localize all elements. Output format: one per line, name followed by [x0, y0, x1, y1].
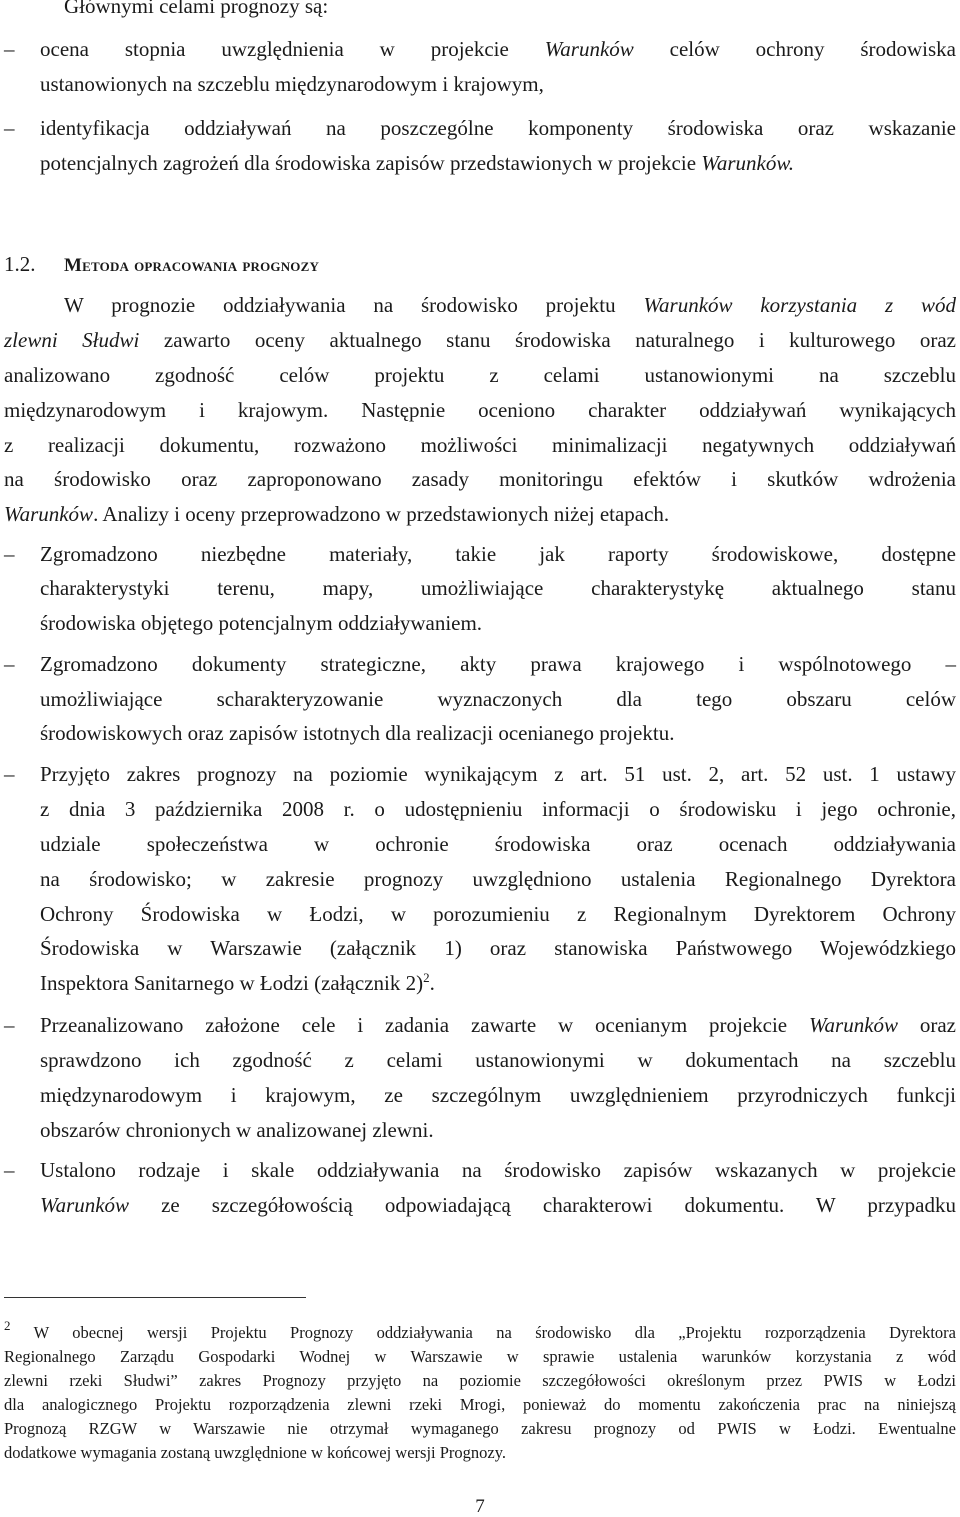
step-1-line-2: charakterystyki terenu, mapy, umożliwiające charakterystykę aktualnego stanu [40, 576, 956, 600]
footnote-line-5: Prognozą RZGW w Warszawie nie otrzymał wymaganego zakresu prognozy od PWIS w Łodzi. Ewentualne [4, 1419, 956, 1438]
footnote-line-6: dodatkowe wymagania zostaną uwzględnione w końcowej wersji Prognozy. [4, 1443, 507, 1462]
page-number: 7 [475, 1496, 485, 1517]
bullet-dash: – [4, 542, 15, 566]
footnote-reference: 2 [423, 970, 430, 985]
footnote-mark: 2 [4, 1318, 11, 1333]
paragraph-line-5: z realizacji dokumentu, rozważono możliwości minimalizacji negatywnych oddziaływań [4, 433, 956, 457]
step-4-line-3: międzynarodowym i krajowym, ze szczególnym uwzględnieniem przyrodniczych funkcji [40, 1083, 956, 1107]
step-5-line-2: Warunków ze szczegółowością odpowiadającą charakterowi dokumentu. W przypadku [40, 1193, 956, 1217]
bullet-dash: – [4, 37, 15, 61]
footnote-line-4: dla analogicznego Projektu rozporządzenia zlewni rzeki Mrogi, ponieważ do momentu zakończenia prac na niniejszą [4, 1395, 956, 1414]
footnote-line-1: $^2$ W obecnej wersji Projektu Prognozy oddziaływania na środowisko dla „Projektu rozporządzenia Dyrektora [4, 1318, 956, 1342]
footnote-line-2: Regionalnego Zarządu Gospodarki Wodnej w Warszawie w sprawie ustalenia warunków korzystania z wód [4, 1347, 956, 1366]
step-3-line-1: Przyjęto zakres prognozy na poziomie wynikającym z art. 51 ust. 2, art. 52 ust. 1 ustawy [40, 762, 956, 786]
paragraph-line-4: międzynarodowym i krajowym. Następnie oceniono charakter oddziaływań wynikających [4, 398, 956, 422]
bullet-dash: – [4, 762, 15, 786]
step-3-line-5: Ochrony Środowiska w Łodzi, w porozumieniu z Regionalnym Dyrektorem Ochrony [40, 902, 956, 926]
paragraph-line-6: na środowisko oraz zaproponowano zasady monitoringu efektów i skutków wdrożenia [4, 467, 956, 491]
step-4-line-4: obszarów chronionych w analizowanej zlewni. [40, 1118, 434, 1142]
section-number: 1.2. [4, 252, 36, 276]
bullet-dash: – [4, 116, 15, 140]
step-5-line-1: Ustalono rodzaje i skale oddziaływania na środowisko zapisów wskazanych w projekcie [40, 1158, 956, 1182]
step-1-line-3: środowiska objętego potencjalnym oddziaływaniem. [40, 611, 483, 635]
section-heading [4, 251, 319, 279]
bullet-dash: – [4, 1013, 15, 1037]
step-4-line-2: sprawdzono ich zgodność z celami ustanowionymi w dokumentach na szczeblu [40, 1048, 956, 1072]
goal-1-line-1: ocena stopnia uwzględnienia w projekcie Warunków celów ochrony środowiska [40, 37, 956, 61]
footnote-separator [4, 1297, 306, 1298]
paragraph-line-3: analizowano zgodność celów projektu z celami ustanowionymi na szczeblu [4, 363, 956, 387]
goal-1-line-2: ustanowionych na szczeblu międzynarodowym i krajowym, [40, 72, 544, 96]
goal-2-line-2: potencjalnych zagrożeń dla środowiska zapisów przedstawionych w projekcie Warunków. [40, 151, 795, 175]
paragraph-line-1: W prognozie oddziaływania na środowisko projektu Warunków korzystania z wód [64, 293, 956, 317]
step-3-line-6: Środowiska w Warszawie (załącznik 1) oraz stanowiska Państwowego Wojewódzkiego [40, 936, 956, 960]
step-3-line-4: na środowisko; w zakresie prognozy uwzględniono ustalenia Regionalnego Dyrektora [40, 867, 956, 891]
step-1-line-1: Zgromadzono niezbędne materiały, takie jak raporty środowiskowe, dostępne [40, 542, 956, 566]
step-4-line-1: Przeanalizowano założone cele i zadania zawarte w ocenianym projekcie Warunków oraz [40, 1013, 956, 1037]
intro-label: Głównymi celami prognozy są: [64, 0, 329, 18]
paragraph-line-2: zlewni Słudwi zawarto oceny aktualnego stanu środowiska naturalnego i kulturowego oraz [4, 328, 956, 352]
section-title: Metoda opracowania prognozy [64, 255, 320, 276]
paragraph-line-7: Warunków. Analizy i oceny przeprowadzono w przedstawionych niżej etapach. [4, 502, 670, 526]
bullet-dash: – [4, 652, 15, 676]
step-2-line-3: środowiskowych oraz zapisów istotnych dla realizacji ocenianego projektu. [40, 721, 675, 745]
step-3-line-7: Inspektora Sanitarnego w Łodzi (załącznik 2)$^2$. [40, 970, 435, 995]
footnote-line-3: zlewni rzeki Słudwi” zakres Prognozy przyjęto na poziomie szczegółowości określonym przez PWIS w Łodzi [4, 1371, 956, 1390]
step-3-line-2: z dnia 3 października 2008 r. o udostępnieniu informacji o środowisku i jego ochronie, [40, 797, 956, 821]
goal-2-line-1: identyfikacja oddziaływań na poszczególne komponenty środowiska oraz wskazanie [40, 116, 956, 140]
bullet-dash: – [4, 1158, 15, 1182]
step-2-line-2: umożliwiające scharakteryzowanie wyznaczonych dla tego obszaru celów [40, 687, 956, 711]
step-2-line-1: Zgromadzono dokumenty strategiczne, akty prawa krajowego i wspólnotowego – [40, 652, 956, 676]
step-3-line-3: udziale społeczeństwa w ochronie środowiska oraz ocenach oddziaływania [40, 832, 956, 856]
